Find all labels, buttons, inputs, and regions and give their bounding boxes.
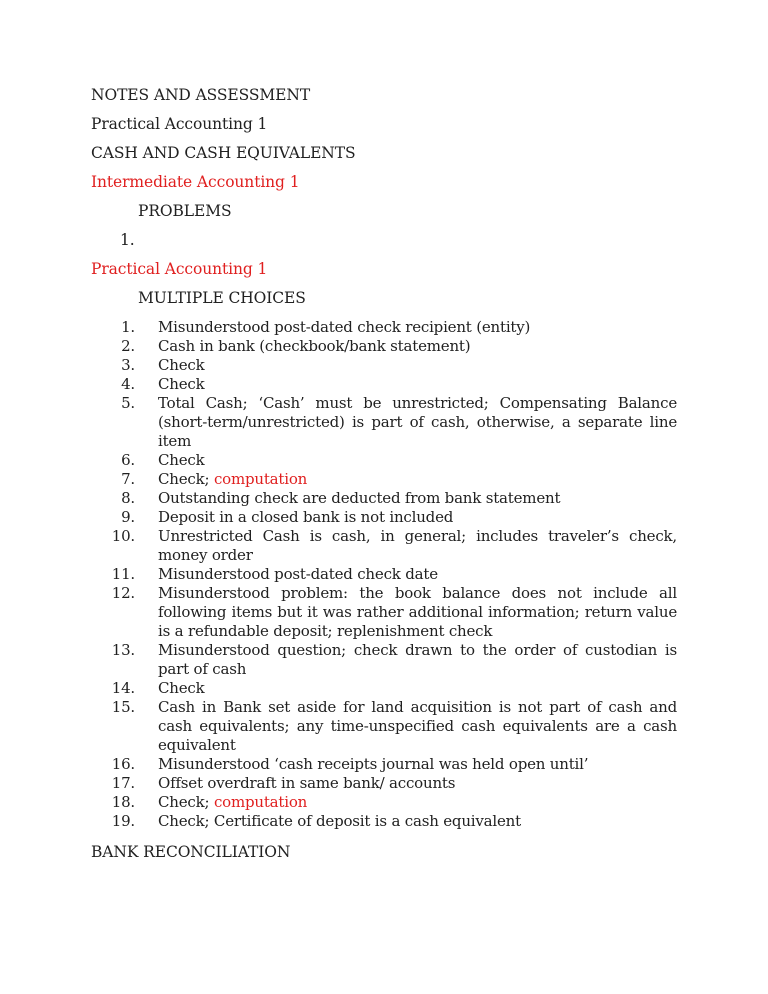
list-item-text bbox=[158, 356, 677, 375]
text-segment: Cash in bank (checkbook/bank statement) bbox=[158, 337, 471, 355]
text-segment: Unrestricted Cash is cash, in general; includes traveler’s check, money order bbox=[158, 527, 677, 564]
list-item bbox=[91, 698, 677, 755]
list-item-number: 18. bbox=[111, 793, 135, 811]
list-item bbox=[91, 527, 677, 565]
text-segment: Check bbox=[158, 679, 205, 697]
intro-line-2: CASH AND CASH EQUIVALENTS bbox=[91, 144, 356, 162]
list-item-number: 2. bbox=[121, 337, 135, 355]
text-segment: Check bbox=[158, 375, 205, 393]
text-segment: Deposit in a closed bank is not included bbox=[158, 508, 454, 526]
text-segment: Misunderstood post-dated check date bbox=[158, 565, 438, 583]
section-heading-bank-reconciliation: BANK RECONCILIATION bbox=[91, 843, 291, 861]
list-item-text bbox=[158, 508, 677, 527]
intro-line-6: Practical Accounting 1 bbox=[91, 260, 268, 278]
list-item-text bbox=[158, 470, 677, 489]
list-item-text bbox=[158, 793, 677, 812]
text-segment: Outstanding check are deducted from bank statement bbox=[158, 489, 561, 507]
list-item bbox=[91, 375, 677, 394]
list-item-number: 3. bbox=[121, 356, 135, 374]
list-item-number: 10. bbox=[111, 527, 135, 545]
text-segment: computation bbox=[213, 793, 308, 811]
text-segment: Check; bbox=[158, 470, 214, 488]
list-item bbox=[91, 565, 677, 584]
list-item-number: 11. bbox=[111, 565, 135, 583]
list-item-number: 8. bbox=[121, 489, 135, 507]
list-item-text bbox=[158, 698, 677, 755]
list-item-text bbox=[158, 565, 677, 584]
text-segment: Cash in Bank set aside for land acquisition is not part of cash and cash equivalents; any time-unspecified cash equivalents are a cash equivalent bbox=[158, 698, 677, 754]
list-item-number: 6. bbox=[121, 451, 135, 469]
intro-line-7: MULTIPLE CHOICES bbox=[138, 289, 306, 307]
list-item-text bbox=[158, 375, 677, 394]
list-item-text bbox=[158, 489, 677, 508]
list-item-text bbox=[158, 774, 677, 793]
list-item bbox=[91, 793, 677, 812]
list-item-text bbox=[158, 679, 677, 698]
list-item-text bbox=[158, 527, 677, 565]
list-item bbox=[91, 489, 677, 508]
document-intro bbox=[91, 86, 677, 308]
intro-line-0: NOTES AND ASSESSMENT bbox=[91, 86, 311, 104]
list-item bbox=[91, 451, 677, 470]
list-item-number: 1. bbox=[121, 318, 135, 336]
list-item bbox=[91, 508, 677, 527]
list-item-text bbox=[158, 337, 677, 356]
text-segment: Offset overdraft in same bank/ accounts bbox=[158, 774, 456, 792]
list-item-text bbox=[158, 318, 677, 337]
multiple-choices-list bbox=[91, 318, 677, 831]
text-segment: Misunderstood problem: the book balance does not include all following items but it was rather additional information; return value is a refundable deposit; replenishment check bbox=[158, 584, 677, 640]
list-item-number: 17. bbox=[111, 774, 135, 792]
list-item bbox=[91, 318, 677, 337]
text-segment: Check; bbox=[158, 793, 214, 811]
list-item-number: 16. bbox=[111, 755, 135, 773]
text-segment: Check bbox=[158, 356, 205, 374]
list-item-text bbox=[158, 451, 677, 470]
list-item bbox=[91, 679, 677, 698]
list-item-text bbox=[158, 755, 677, 774]
intro-line-5: 1. bbox=[120, 231, 135, 249]
list-item-number: 7. bbox=[121, 470, 135, 488]
text-segment: Total Cash; ‘Cash’ must be unrestricted; Compensating Balance (short-term/unrestricted) is part of cash, otherwise, a separate line item bbox=[158, 394, 677, 450]
intro-line-4: PROBLEMS bbox=[138, 202, 232, 220]
list-item bbox=[91, 337, 677, 356]
list-item-text bbox=[158, 584, 677, 641]
list-item-number: 19. bbox=[111, 812, 135, 830]
list-item-text bbox=[158, 641, 677, 679]
list-item bbox=[91, 470, 677, 489]
text-segment: Misunderstood ‘cash receipts journal was held open until’ bbox=[158, 755, 589, 773]
list-item bbox=[91, 584, 677, 641]
list-item bbox=[91, 755, 677, 774]
list-item bbox=[91, 774, 677, 793]
list-item bbox=[91, 356, 677, 375]
list-item-text bbox=[158, 394, 677, 451]
text-segment: Check; Certificate of deposit is a cash equivalent bbox=[158, 812, 521, 830]
list-item-number: 13. bbox=[111, 641, 135, 659]
list-item-number: 15. bbox=[111, 698, 135, 716]
list-item-number: 5. bbox=[121, 394, 135, 412]
text-segment: Misunderstood post-dated check recipient (entity) bbox=[158, 318, 531, 336]
list-item bbox=[91, 394, 677, 451]
list-item-number: 9. bbox=[121, 508, 135, 526]
text-segment: computation bbox=[213, 470, 308, 488]
list-item-text bbox=[158, 812, 677, 831]
text-segment: Check bbox=[158, 451, 205, 469]
intro-line-3: Intermediate Accounting 1 bbox=[91, 173, 300, 191]
text-segment: Misunderstood question; check drawn to the order of custodian is part of cash bbox=[158, 641, 677, 678]
list-item-number: 4. bbox=[121, 375, 135, 393]
list-item bbox=[91, 812, 677, 831]
list-item-number: 12. bbox=[111, 584, 135, 602]
intro-line-1: Practical Accounting 1 bbox=[91, 115, 268, 133]
list-item bbox=[91, 641, 677, 679]
list-item-number: 14. bbox=[111, 679, 135, 697]
